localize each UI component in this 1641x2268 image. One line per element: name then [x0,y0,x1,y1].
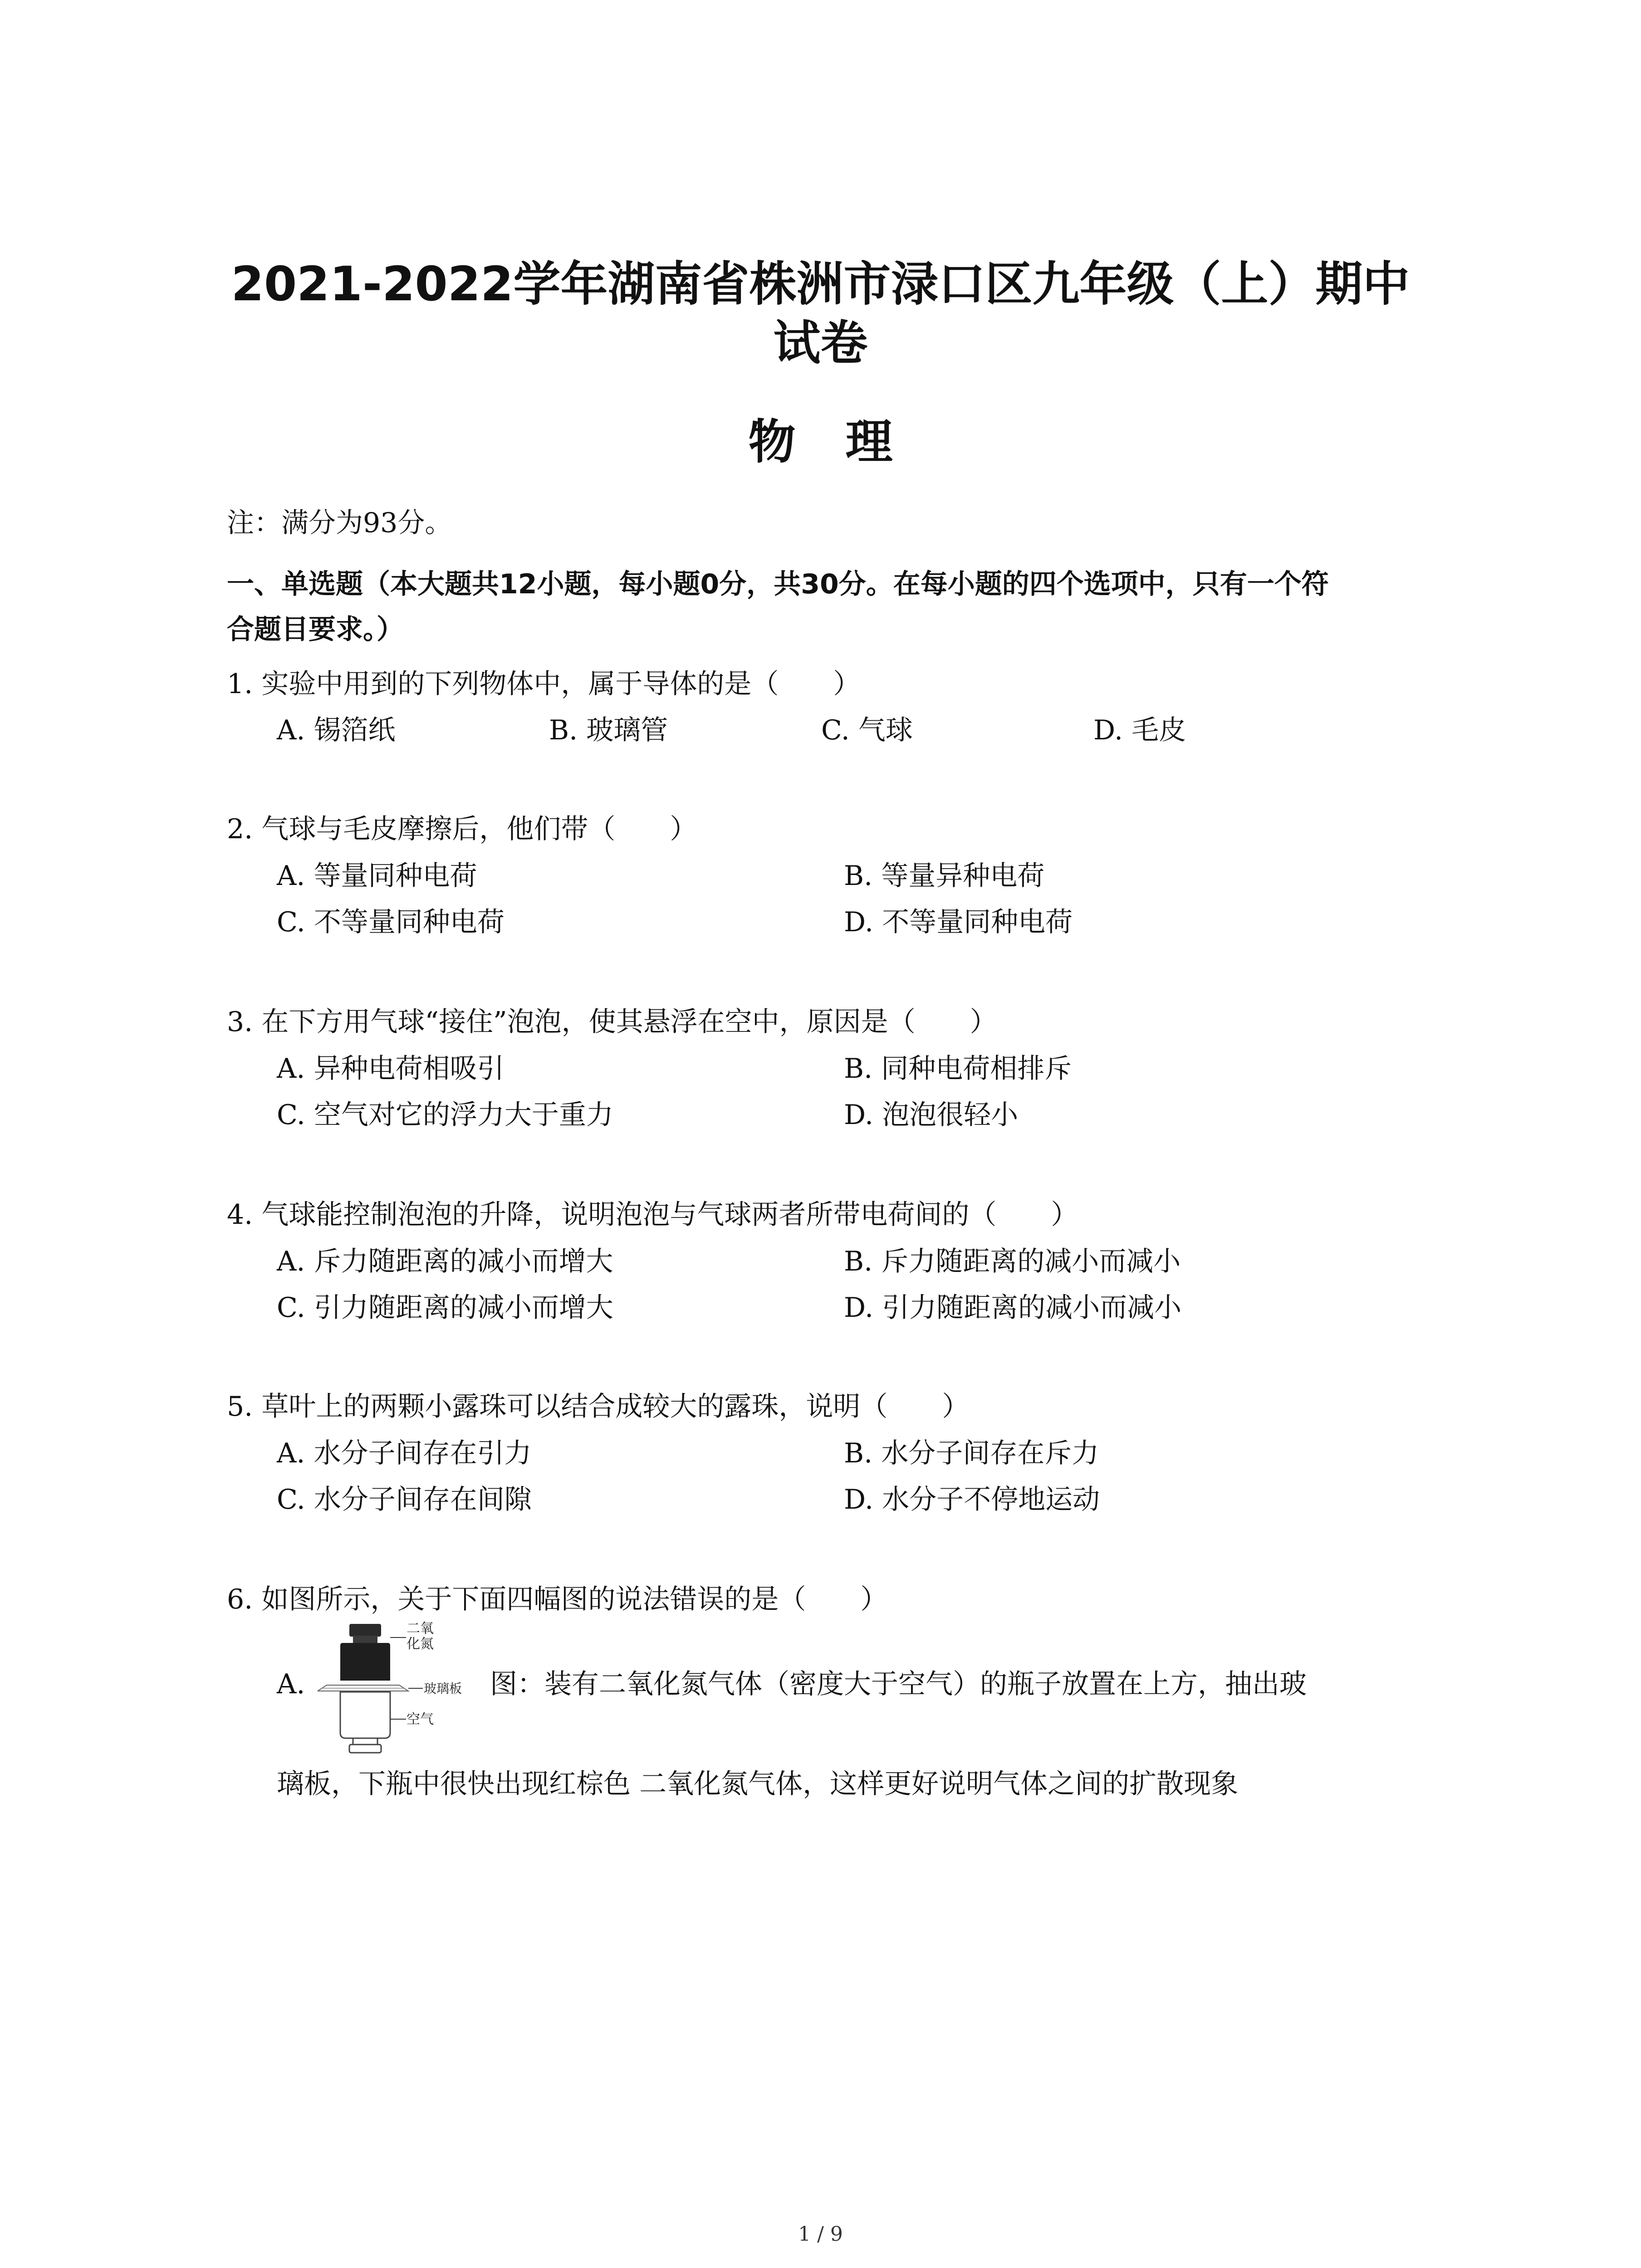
question-3-option-d: D. 泡泡很轻小 [844,1099,1019,1131]
question-3-stem: 3. 在下方用气球“接住”泡泡，使其悬浮在空中，原因是（ ） [227,1006,997,1038]
top-bottle-cap [349,1624,381,1637]
question-5-stem: 5. 草叶上的两颗小露珠可以结合成较大的露珠，说明（ ） [227,1391,970,1422]
question-1-option-a: A. 锡箔纸 [277,714,396,746]
section-heading-line2: 合题目要求。） [227,614,404,645]
section-heading-line1: 一、单选题（本大题共12小题，每小题0分，共30分。在每小题的四个选项中，只有一个符 [227,568,1329,600]
question-1-option-b: B. 玻璃管 [549,714,668,746]
bottom-bottle-neck [353,1738,377,1745]
question-2-option-d: D. 不等量同种电荷 [844,906,1073,938]
question-3-option-b: B. 同种电荷相排斥 [844,1053,1072,1085]
question-4-option-c: C. 引力随距离的减小而增大 [277,1292,613,1324]
question-6-stem: 6. 如图所示，关于下面四幅图的说法错误的是（ ） [227,1584,888,1615]
question-6-option-a-text-line1: 图：装有二氧化氮气体（密度大于空气）的瓶子放置在上方，抽出玻 [490,1668,1307,1700]
question-5-option-b: B. 水分子间存在斥力 [844,1437,1099,1469]
question-5-option-a: A. 水分子间存在引力 [277,1437,532,1469]
score-note: 注：满分为93分。 [227,507,452,539]
label-no2-line2: 化氮 [407,1636,434,1652]
question-5-option-c: C. 水分子间存在间隙 [277,1484,532,1515]
bottom-bottle-base [349,1745,381,1753]
top-bottle-body [340,1643,390,1681]
doc-title-line2: 试卷 [773,315,868,371]
question-1-option-d: D. 毛皮 [1093,714,1186,746]
question-3-option-a: A. 异种电荷相吸引 [277,1053,505,1085]
bottom-bottle-body [340,1692,390,1738]
top-bottle-neck [353,1636,377,1643]
question-5-option-d: D. 水分子不停地运动 [844,1484,1100,1515]
doc-subject: 物理 [748,414,943,469]
question-3-option-c: C. 空气对它的浮力大于重力 [277,1099,613,1131]
label-air: 空气 [407,1711,434,1727]
label-no2-line1: 二氧 [407,1621,434,1637]
question-2-option-b: B. 等量异种电荷 [844,860,1045,892]
doc-title-line1: 2021-2022学年湖南省株洲市渌口区九年级（上）期中 [231,256,1410,312]
question-1-option-c: C. 气球 [821,714,913,746]
question-4-option-b: B. 斥力随距离的减小而减小 [844,1246,1181,1277]
label-glass-plate: 玻璃板 [424,1681,462,1696]
question-4-stem: 4. 气球能控制泡泡的升降，说明泡泡与气球两者所带电荷间的（ ） [227,1199,1078,1231]
question-2-option-a: A. 等量同种电荷 [277,860,477,892]
question-4-option-a: A. 斥力随距离的减小而增大 [277,1246,613,1277]
question-6-option-a-text-line2: 璃板，下瓶中很快出现红棕色 二氧化氮气体，这样更好说明气体之间的扩散现象 [277,1768,1239,1800]
page-number: 1 / 9 [798,2223,843,2246]
question-4-option-d: D. 引力随距离的减小而减小 [844,1292,1182,1324]
question-2-stem: 2. 气球与毛皮摩擦后，他们带（ ） [227,813,697,845]
question-2-option-c: C. 不等量同种电荷 [277,906,505,938]
diffusion-bottles-figure [318,1619,481,1755]
question-1-stem: 1. 实验中用到的下列物体中，属于导体的是（ ） [227,668,861,700]
question-6-option-a-label: A. [277,1668,305,1700]
